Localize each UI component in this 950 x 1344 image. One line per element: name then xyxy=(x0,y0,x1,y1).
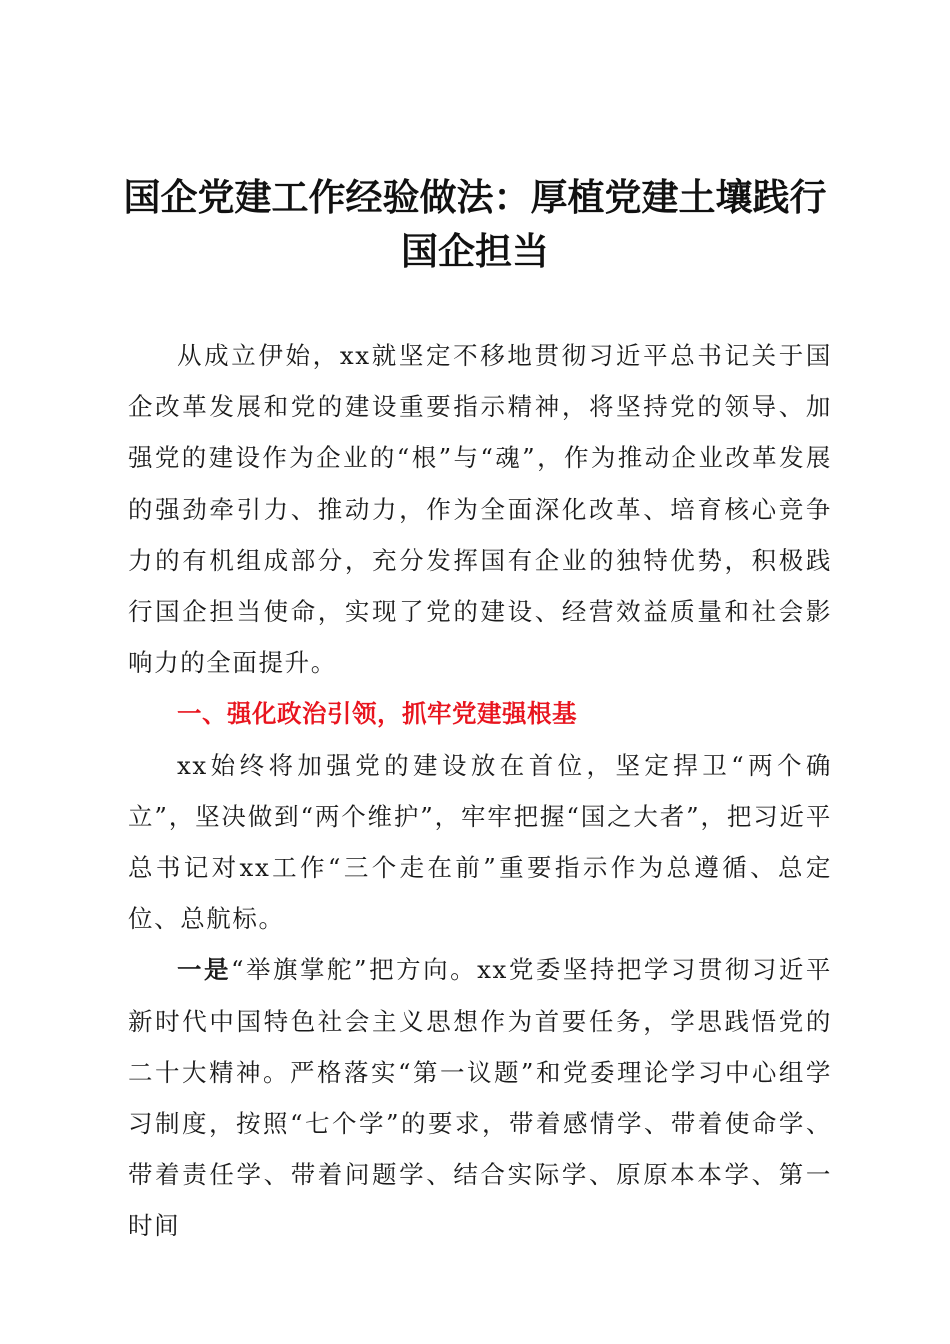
point-one-text: “举旗掌舵”把方向。xx党委坚持把学习贯彻习近平新时代中国特色社会主义思想作为首要任务，学思践悟党的二十大精神。严格落实“第一议题”和党委理论学习中心组学习制度，按照“七个学”的要求，带着感情学、带着使命学、带着责任学、带着问题学、结合实际学、原原本本学、第一时间 xyxy=(128,955,832,1241)
point-one-lead: 一是 xyxy=(177,955,232,985)
section-paragraph: xx始终将加强党的建设放在首位，坚定捍卫“两个确立”，坚决做到“两个维护”，牢牢把握“国之大者”，把习近平总书记对xx工作“三个走在前”重要指示作为总遵循、总定位、总航标。 xyxy=(128,750,832,934)
intro-paragraph: 从成立伊始，xx就坚定不移地贯彻习近平总书记关于国企改革发展和党的建设重要指示精神，将坚持党的领导、加强党的建设作为企业的“根”与“魂”，作为推动企业改革发展的强劲牵引力、推动力，作为全面深化改革、培育核心竞争力的有机组成部分，充分发挥国有企业的独特优势，积极践行国企担当使命，实现了党的建设、经营效益质量和社会影响力的全面提升。 xyxy=(128,341,832,678)
document-title: 国企党建工作经验做法：厚植党建土壤践行国企担当 xyxy=(123,175,827,273)
section-heading: 一、强化政治引领，抓牢党建强根基 xyxy=(177,699,577,729)
point-one-paragraph xyxy=(128,944,832,1251)
document-body xyxy=(128,330,832,1252)
